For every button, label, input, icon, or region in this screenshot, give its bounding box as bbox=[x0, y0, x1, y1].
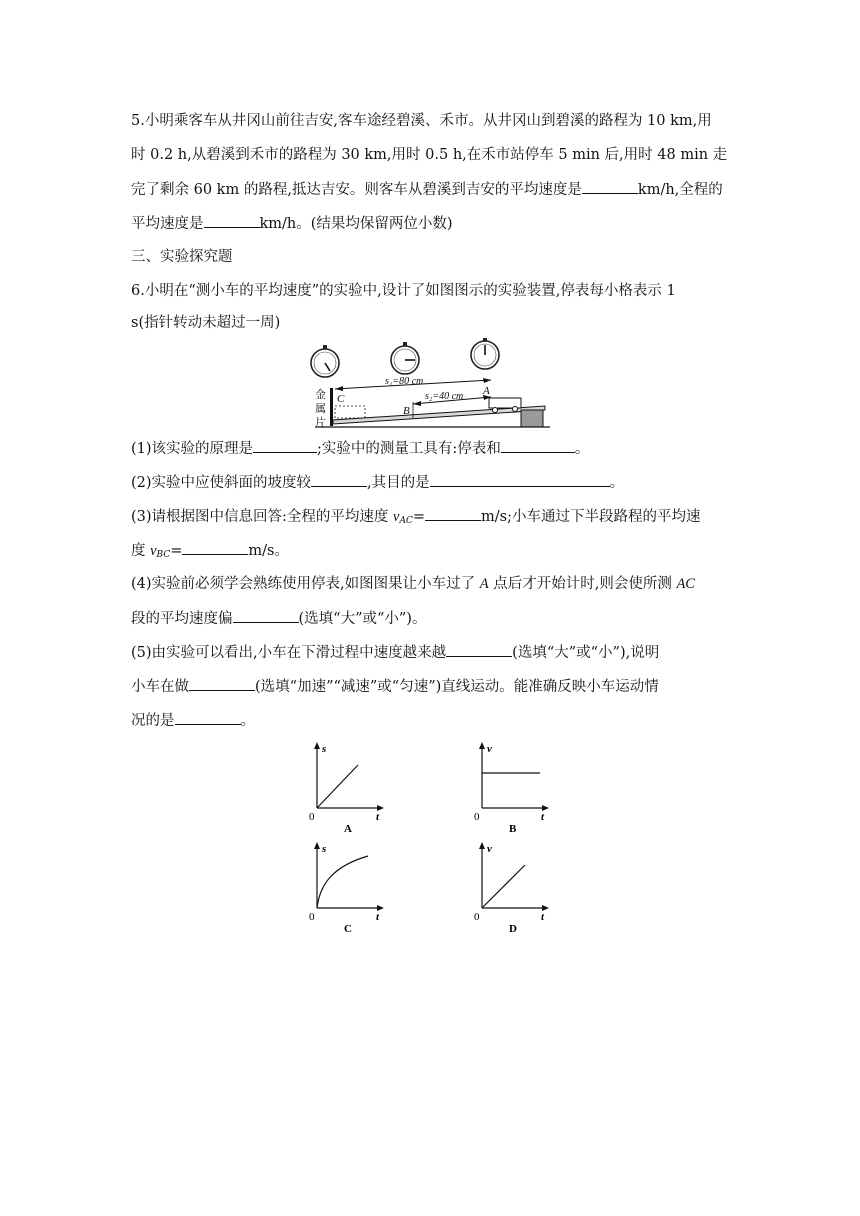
q6-part-5-cont-2 bbox=[131, 710, 255, 731]
stopwatch-icon-middle bbox=[391, 342, 419, 374]
q5-line-4-unit: km/h。(结果均保留两位小数) bbox=[259, 216, 453, 232]
stopwatch-icon-right bbox=[471, 338, 499, 369]
v-symbol: v bbox=[393, 509, 400, 525]
graph-B-origin: 0 bbox=[474, 811, 480, 823]
q5-line-4 bbox=[131, 213, 453, 234]
q6-part-4-blank[interactable] bbox=[233, 608, 299, 623]
graph-B-ylabel: v bbox=[487, 743, 492, 755]
q5-blank-1[interactable] bbox=[582, 179, 638, 194]
q6-part-1-text-2: ;实验中的测量工具有:停表和 bbox=[317, 441, 501, 457]
support-block bbox=[521, 410, 543, 427]
graph-A-caption: A bbox=[344, 823, 352, 835]
v-subscript-ac: AC bbox=[399, 516, 413, 526]
q5-line-2: 时 0.2 h,从碧溪到禾市的路程为 30 km,用时 0.5 h,在禾市站停车 5 min 后,用时 48 min 走 bbox=[131, 147, 728, 163]
graph-D-line bbox=[482, 865, 525, 908]
graph-D-xlabel: t bbox=[541, 911, 545, 923]
q6-part-4-cont bbox=[131, 608, 426, 629]
metal-label-3: 片 bbox=[315, 417, 326, 429]
q6-part-5-blank-2[interactable] bbox=[189, 676, 255, 691]
q5-blank-2[interactable] bbox=[204, 213, 260, 228]
q6-part-5-cont bbox=[131, 676, 659, 697]
q6-part-5-text: (5)由实验可以看出,小车在下滑过程中速度越来越 bbox=[131, 645, 447, 661]
graph-A-origin: 0 bbox=[309, 811, 315, 823]
q6-part-5-text-2: (选填“大”或“小”),说明 bbox=[512, 645, 660, 661]
q6-part-2-text: (2)实验中应使斜面的坡度较 bbox=[131, 475, 312, 491]
graph-B-caption: B bbox=[509, 823, 517, 835]
q5-line-1: 5.小明乘客车从井冈山前往吉安,客车途经碧溪、禾市。从井冈山到碧溪的路程为 10 km,用 bbox=[131, 113, 712, 129]
q6-part-4-end: (选填“大”或“小”)。 bbox=[298, 611, 427, 627]
equals-sign-2: = bbox=[170, 543, 183, 559]
q6-part-1-blank-1[interactable] bbox=[253, 438, 317, 453]
q6-part-3-cont bbox=[131, 540, 289, 565]
s2-label: s₂=40 cm bbox=[425, 391, 464, 402]
label-C: C bbox=[337, 393, 345, 405]
q6-part-3-text: (3)请根据图中信息回答:全程的平均速度 bbox=[131, 509, 394, 525]
q6-part-5-end: 。 bbox=[240, 713, 255, 729]
q6-part-2 bbox=[131, 472, 624, 493]
q6-part-3-blank-2[interactable] bbox=[182, 540, 248, 555]
q6-part-4-text-2: 点后才开始计时,则会使所测 bbox=[488, 576, 677, 592]
q6-part-5 bbox=[131, 642, 659, 663]
q6-part-5-text-5: 况的是 bbox=[131, 713, 175, 729]
graph-A-line bbox=[317, 765, 358, 808]
point-A-symbol: A bbox=[479, 576, 489, 592]
q6-part-3-text-3: 度 bbox=[131, 543, 151, 559]
q6-part-1-end: 。 bbox=[574, 441, 590, 457]
s1-label: s₁=80 cm bbox=[385, 376, 424, 387]
q5-line-4-text: 平均速度是 bbox=[131, 216, 204, 232]
metal-label-2: 属 bbox=[315, 403, 326, 415]
q6-line-2: s(指针转动未超过一周) bbox=[131, 315, 281, 331]
graph-A bbox=[300, 738, 400, 836]
q6-part-1-blank-2[interactable] bbox=[501, 438, 575, 453]
q5-line-3 bbox=[131, 179, 723, 200]
q6-part-2-blank-1[interactable] bbox=[311, 472, 367, 487]
q5-line-3-text: 完了剩余 60 km 的路程,抵达吉安。则客车从碧溪到吉安的平均速度是 bbox=[131, 182, 582, 198]
graph-D-origin: 0 bbox=[474, 911, 480, 923]
graph-B-xlabel: t bbox=[541, 811, 545, 823]
q5-line-3-unit: km/h,全程的 bbox=[637, 182, 723, 198]
v-subscript-bc: BC bbox=[156, 550, 171, 560]
label-B: B bbox=[403, 405, 410, 417]
graph-C-curve bbox=[317, 856, 368, 908]
segment-AC-symbol: AC bbox=[676, 576, 695, 592]
graph-D-caption: D bbox=[509, 923, 517, 935]
stopwatch-icon-left bbox=[311, 345, 339, 377]
q6-part-4-text-3: 段的平均速度偏 bbox=[131, 611, 233, 627]
graph-C-xlabel: t bbox=[376, 911, 380, 923]
metal-label-1: 金 bbox=[315, 389, 326, 401]
q6-part-3 bbox=[131, 506, 701, 531]
graph-C-origin: 0 bbox=[309, 911, 315, 923]
q6-part-4 bbox=[131, 574, 695, 594]
incline-apparatus-figure bbox=[305, 338, 555, 430]
graph-B bbox=[465, 738, 565, 836]
q6-part-5-blank-1[interactable] bbox=[446, 642, 512, 657]
q6-part-3-blank-1[interactable] bbox=[425, 506, 481, 521]
graph-A-xlabel: t bbox=[376, 811, 380, 823]
q6-part-1-text: (1)该实验的原理是 bbox=[131, 441, 254, 457]
graph-C bbox=[300, 838, 400, 936]
q6-part-3-end: m/s。 bbox=[248, 543, 289, 559]
q6-part-2-end: 。 bbox=[609, 475, 625, 491]
dashed-car-at-C bbox=[335, 406, 365, 418]
q6-part-2-blank-2[interactable] bbox=[430, 472, 610, 487]
graph-D-ylabel: v bbox=[487, 843, 492, 855]
q6-part-2-text-2: ,其目的是 bbox=[367, 475, 430, 491]
graph-C-ylabel: s bbox=[322, 843, 327, 855]
equals-sign: = bbox=[412, 509, 426, 525]
q6-part-5-text-3: 小车在做 bbox=[131, 679, 189, 695]
v-symbol-2: v bbox=[150, 543, 157, 559]
graph-D bbox=[465, 838, 565, 936]
q6-part-4-text: (4)实验前必须学会熟练使用停表,如图图果让小车过了 bbox=[131, 576, 480, 592]
graph-C-caption: C bbox=[344, 923, 352, 935]
graph-A-ylabel: s bbox=[322, 743, 327, 755]
section-heading: 三、实验探究题 bbox=[131, 249, 233, 265]
q6-line-1: 6.小明在“测小车的平均速度”的实验中,设计了如图图示的实验装置,停表每小格表示 1 bbox=[131, 283, 676, 299]
q6-part-3-text-2: m/s;小车通过下半段路程的平均速 bbox=[481, 509, 701, 525]
q6-part-5-text-4: (选填“加速”“减速”或“匀速”)直线运动。能准确反映小车运动情 bbox=[255, 679, 659, 695]
label-A: A bbox=[483, 385, 490, 397]
q6-part-1 bbox=[131, 438, 589, 459]
q6-part-5-blank-3[interactable] bbox=[175, 710, 241, 725]
